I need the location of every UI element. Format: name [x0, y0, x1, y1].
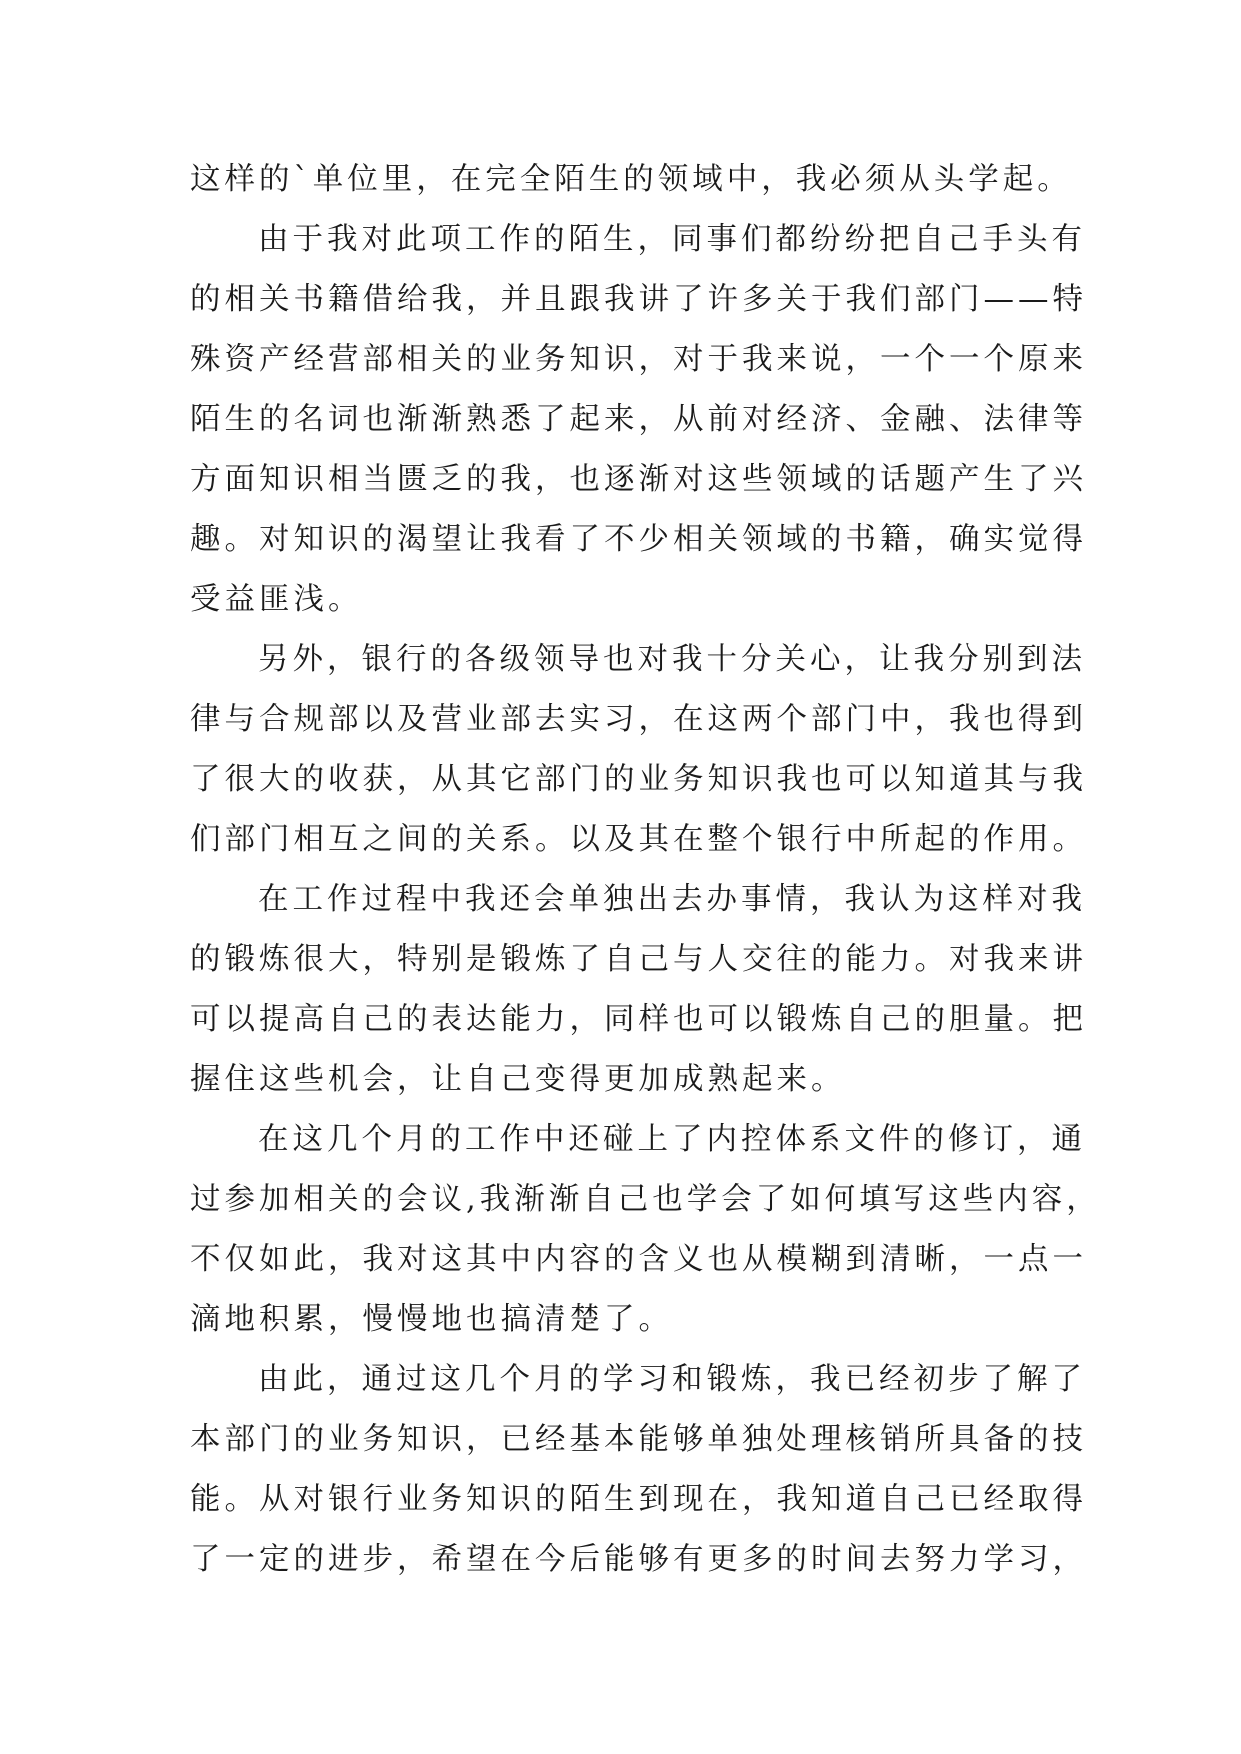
text-line: 了一定的进步，希望在今后能够有更多的时间去努力学习， — [190, 1542, 1087, 1577]
text-line: 受益匪浅。 — [190, 582, 363, 617]
text-line: 方面知识相当匮乏的我，也逐渐对这些领域的话题产生了兴 — [190, 462, 1087, 497]
text-line: 的相关书籍借给我，并且跟我讲了许多关于我们部门——特 — [190, 282, 1087, 317]
paragraph-first-line: 由此，通过这几个月的学习和锻炼，我已经初步了解了 — [258, 1362, 1086, 1397]
text-line: 的锻炼很大，特别是锻炼了自己与人交往的能力。对我来讲 — [190, 942, 1087, 977]
text-line: 过参加相关的会议,我渐渐自己也学会了如何填写这些内容， — [190, 1182, 1101, 1217]
text-line: 这样的`单位里，在完全陌生的领域中，我必须从头学起。 — [190, 162, 1072, 197]
text-line: 滴地积累，慢慢地也搞清楚了。 — [190, 1302, 673, 1337]
text-line: 殊资产经营部相关的业务知识，对于我来说，一个一个原来 — [190, 342, 1087, 377]
paragraph-first-line: 另外，银行的各级领导也对我十分关心，让我分别到法 — [258, 642, 1086, 677]
text-line: 可以提高自己的表达能力，同样也可以锻炼自己的胆量。把 — [190, 1002, 1087, 1037]
text-line: 能。从对银行业务知识的陌生到现在，我知道自己已经取得 — [190, 1482, 1087, 1517]
text-line: 趣。对知识的渴望让我看了不少相关领域的书籍，确实觉得 — [190, 522, 1087, 557]
text-line: 握住这些机会，让自己变得更加成熟起来。 — [190, 1062, 846, 1097]
text-line: 了很大的收获，从其它部门的业务知识我也可以知道其与我 — [190, 762, 1087, 797]
text-line: 律与合规部以及营业部去实习，在这两个部门中，我也得到 — [190, 702, 1087, 737]
paragraph-first-line: 在这几个月的工作中还碰上了内控体系文件的修订，通 — [258, 1122, 1086, 1157]
text-line: 本部门的业务知识，已经基本能够单独处理核销所具备的技 — [190, 1422, 1087, 1457]
paragraph-first-line: 在工作过程中我还会单独出去办事情，我认为这样对我 — [258, 882, 1086, 917]
text-line: 不仅如此，我对这其中内容的含义也从模糊到清晰，一点一 — [190, 1242, 1087, 1277]
body-text — [190, 150, 1101, 1590]
paragraph-first-line: 由于我对此项工作的陌生，同事们都纷纷把自己手头有 — [258, 222, 1086, 257]
text-line: 陌生的名词也渐渐熟悉了起来，从前对经济、金融、法律等 — [190, 402, 1087, 437]
text-line: 们部门相互之间的关系。以及其在整个银行中所起的作用。 — [190, 822, 1087, 857]
